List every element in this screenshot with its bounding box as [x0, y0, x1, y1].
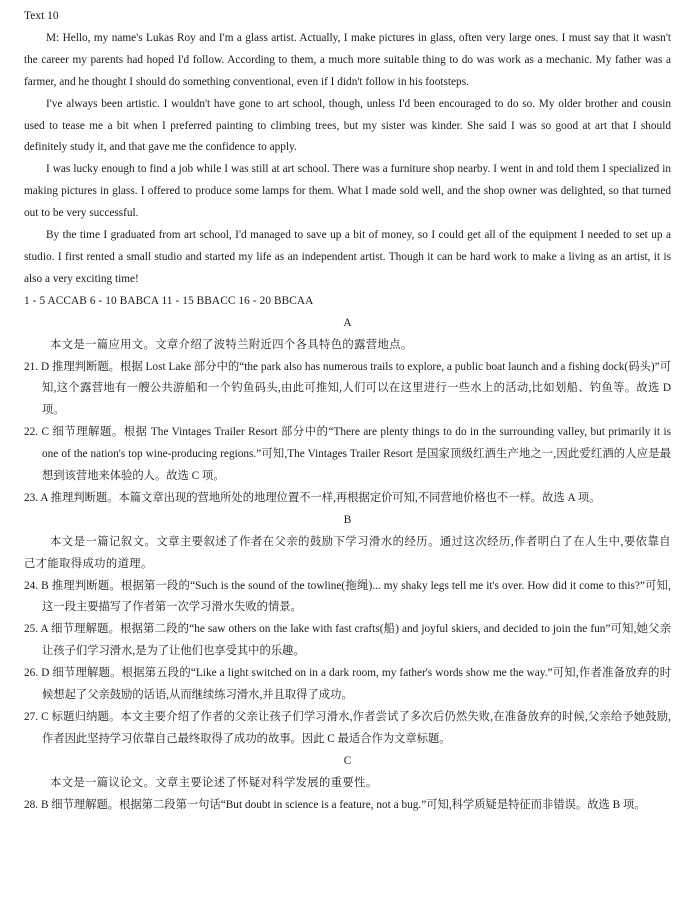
section-intro: 本文是一篇应用文。文章介绍了波特兰附近四个各具特色的露营地点。 [50, 338, 413, 351]
passage-paragraph: I've always been artistic. I wouldn't have gone to art school, though, unless I'd been encouraged to do so. My older brother and cousin used to tease me a bit when I preferred painting to climbing trees, but my sister was kinder. She said I was so good at art that I should definitely study it, and that gave me the confidence to apply. [24, 97, 671, 154]
section-title-b: B [343, 513, 352, 526]
passage-paragraph: M: Hello, my name's Lukas Roy and I'm a glass artist. Actually, I make pictures in glass, often very large ones. I must say that it wasn't the career my parents had hoped I'd follow. According to them, a much more suitable thing to do was work as a mechanic. My father was a farmer, and he thought I should do something conventional, even if I didn't follow in his footsteps. [24, 31, 671, 88]
answer-explanation-25: 25. A 细节理解题。根据第二段的“he saw others on the lake with fast crafts(船) and joyful skiers, and decided to join the fun”可知,她父亲让孩子们学习滑水,是为了让他们也享受其中的乐趣。 [24, 623, 671, 658]
section-title-a: A [343, 316, 352, 329]
answer-explanation-28: 28. B 细节理解题。根据第二段第一句话“But doubt in science is a feature, not a bug.”可知,科学质疑是特征而非错误。故选 B 项。 [24, 798, 646, 811]
passage-paragraph: I was lucky enough to find a job while I was still at art school. There was a furniture shop nearby. I went in and told them I specialized in making pictures in glass. I offered to produce some lamps for them. What I made sold well, and the shop owner was delighted, so that turned out to be very successful. [24, 163, 671, 220]
answer-explanation-22: 22. C 细节理解题。根据 The Vintages Trailer Resort 部分中的“There are plenty things to do in the surrounding valley, but primarily it is one of the nation's top wine-producing regions.”可知,The Vintages Trailer Resort 是国家顶级红酒生产地之一,因此爱红酒的人应是最想到该营地来体验的人。故选 C 项。 [24, 426, 671, 483]
section-title-c: C [343, 754, 352, 767]
answer-explanation-21: 21. D 推理判断题。根据 Lost Lake 部分中的“the park also has numerous trails to explore, a public boat launch and a fishing dock(码头)”可知,这个露营地有一艘公共游船和一个钓鱼码头,由此可推知,人们可以在这里进行一些水上的活动,比如划船、钓鱼等。故选 D 项。 [24, 360, 671, 417]
answer-explanation-23: 23. A 推理判断题。本篇文章出现的营地所处的地理位置不一样,再根据定价可知,不同营地价格也不一样。故选 A 项。 [24, 491, 601, 504]
section-intro: 本文是一篇记叙文。文章主要叙述了作者在父亲的鼓励下学习滑水的经历。通过这次经历,作者明白了在人生中,要依靠自己才能取得成功的道理。 [24, 535, 671, 570]
answer-explanation-27: 27. C 标题归纳题。本文主要介绍了作者的父亲让孩子们学习滑水,作者尝试了多次后仍然失败,在准备放弃的时候,父亲给予她鼓励,作者因此坚持学习依靠自己最终取得了成功的故事。因此 C 最适合作为文章标题。 [24, 711, 671, 745]
passage-paragraph: By the time I graduated from art school, I'd managed to save up a bit of money, so I could get all of the equipment I needed to set up a studio. I first rented a small studio and started my life as an independent artist. Though it can be hard work to make a living as an artist, it is also a very exciting time! [24, 229, 671, 285]
answer-key: 1 - 5 ACCAB 6 - 10 BABCA 11 - 15 BBACC 16 - 20 BBCAA [24, 294, 314, 307]
text-header: Text 10 [24, 10, 59, 22]
section-intro: 本文是一篇议论文。文章主要论述了怀疑对科学发展的重要性。 [50, 776, 378, 789]
answer-explanation-26: 26. D 细节理解题。根据第五段的“Like a light switched on in a dark room, my father's words show me the way.”可知,作者准备放弃的时候想起了父亲鼓励的话语,从而继续练习滑水,并且取得了成功。 [24, 667, 671, 702]
answer-explanation-24: 24. B 推理判断题。根据第一段的“Such is the sound of the towline(拖绳)... my shaky legs tell me it's over. How did it come to this?”可知,这一段主要描写了作者第一次学习滑水失败的情景。 [24, 579, 671, 614]
